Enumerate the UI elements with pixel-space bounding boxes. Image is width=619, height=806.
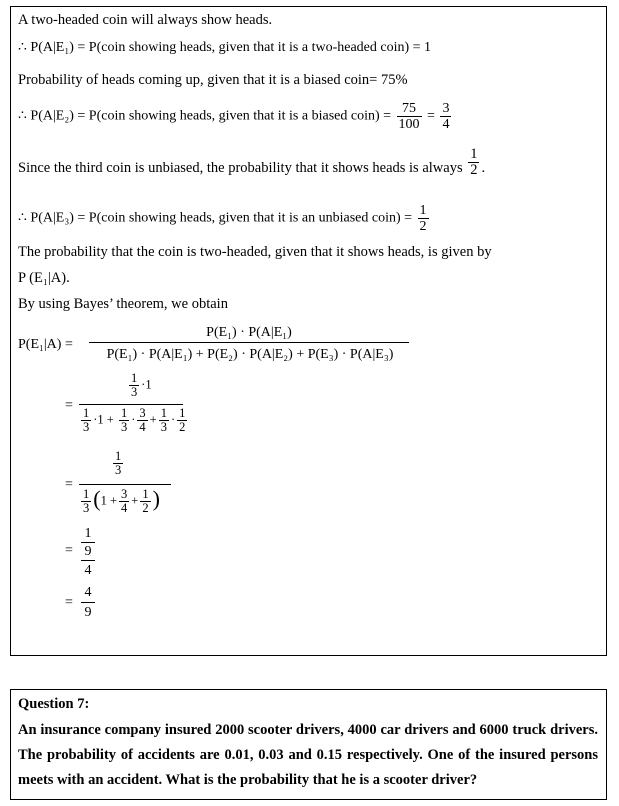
bayes-numerator: P(E₁) · P(A|E₁) bbox=[206, 325, 292, 340]
step1-equals: = bbox=[65, 398, 73, 413]
step2-numerator: $\frac{1}{3}$ bbox=[115, 449, 122, 477]
fraction-bar bbox=[79, 404, 183, 405]
question-title: Question 7: bbox=[18, 696, 90, 712]
solution-text-2: Probability of heads coming up, given that it is a biased coin= 75% bbox=[18, 72, 408, 88]
fraction-1-2: $\frac{1}{2}$ bbox=[419, 203, 427, 234]
therefore-symbol: ∴ bbox=[18, 40, 27, 55]
step2-equals: = bbox=[65, 477, 73, 492]
text-3-main: Since the third coin is unbiased, the probability that it shows heads is always bbox=[18, 159, 463, 176]
therefore-symbol: ∴ bbox=[18, 108, 27, 124]
equation-1 bbox=[18, 39, 431, 57]
fraction-75-100: $\frac{75}{100}$ bbox=[398, 101, 420, 132]
period: . bbox=[481, 159, 486, 176]
fraction-bar bbox=[89, 342, 409, 343]
step3-middle: 9 bbox=[84, 544, 92, 559]
eq3-lhs: P(A|E₃) bbox=[30, 210, 74, 226]
equation-2 bbox=[18, 101, 453, 132]
fraction-bar bbox=[81, 560, 95, 561]
step3-numerator: 1 bbox=[84, 526, 92, 541]
fraction-bar bbox=[81, 542, 95, 543]
fraction-1-2: $\frac{1}{2}$ bbox=[470, 146, 478, 178]
bayes-denominator: P(E₁) · P(A|E₁) + P(E₂) · P(A|E₂) + P(E₃) · P(A|E₃) bbox=[106, 347, 394, 362]
solution-text-4: The probability that the coin is two-headed, given that it shows heads, is given by bbox=[18, 244, 492, 260]
eq2-lhs: P(A|E₂) bbox=[30, 108, 74, 124]
step3-equals: = bbox=[65, 543, 73, 558]
step4-denominator: 9 bbox=[84, 605, 92, 620]
step2-denominator: $\frac{1}{3}$ (1 + $\frac{3}{4}$ + $\frac{1}{2}$ ) bbox=[83, 486, 160, 515]
step1-denominator: $\frac{1}{3}$ ·1 + $\frac{1}{3}$ · $\frac{3}{4}$ + $\frac{1}{3}$ · $\frac{1}{2}$ bbox=[83, 406, 186, 434]
solution-box bbox=[10, 6, 607, 656]
equation-3 bbox=[18, 203, 431, 234]
eq1-lhs: P(A|E₁) bbox=[30, 40, 74, 55]
eq2-rhs: = P(coin showing heads, given that it is a biased coin) = bbox=[77, 108, 392, 124]
step1-num-frac: $\frac{1}{3}$ ·1 bbox=[131, 371, 152, 399]
equals-sign: = bbox=[427, 108, 435, 124]
fraction-bar bbox=[81, 602, 95, 603]
solution-text-3 bbox=[18, 146, 486, 184]
eq3-rhs: = P(coin showing heads, given that it is an unbiased coin) = bbox=[77, 210, 413, 226]
eq1-rhs: = P(coin showing heads, given that it is a two-headed coin) = 1 bbox=[77, 40, 432, 55]
solution-text-6: By using Bayes’ theorem, we obtain bbox=[18, 296, 228, 312]
solution-text-1: A two-headed coin will always show heads. bbox=[18, 12, 273, 28]
fraction-bar bbox=[79, 484, 171, 485]
solution-text-5: P (E₁|A). bbox=[18, 270, 70, 286]
question-box bbox=[10, 689, 607, 800]
fraction-3-4: $\frac{3}{4}$ bbox=[442, 101, 450, 132]
question-text: An insurance company insured 2000 scooter drivers, 4000 car drivers and 6000 truck drivers. The probability of accidents are 0.01, 0.03 and 0.15 respectively. One of the insured persons meets with an accident. What is the probability that he is a scooter driver? bbox=[18, 722, 598, 788]
step4-equals: = bbox=[65, 595, 73, 610]
therefore-symbol: ∴ bbox=[18, 210, 27, 226]
step4-numerator: 4 bbox=[84, 585, 92, 600]
step3-denominator: 4 bbox=[84, 563, 92, 578]
bayes-lhs: P(E₁|A) = bbox=[18, 337, 73, 352]
